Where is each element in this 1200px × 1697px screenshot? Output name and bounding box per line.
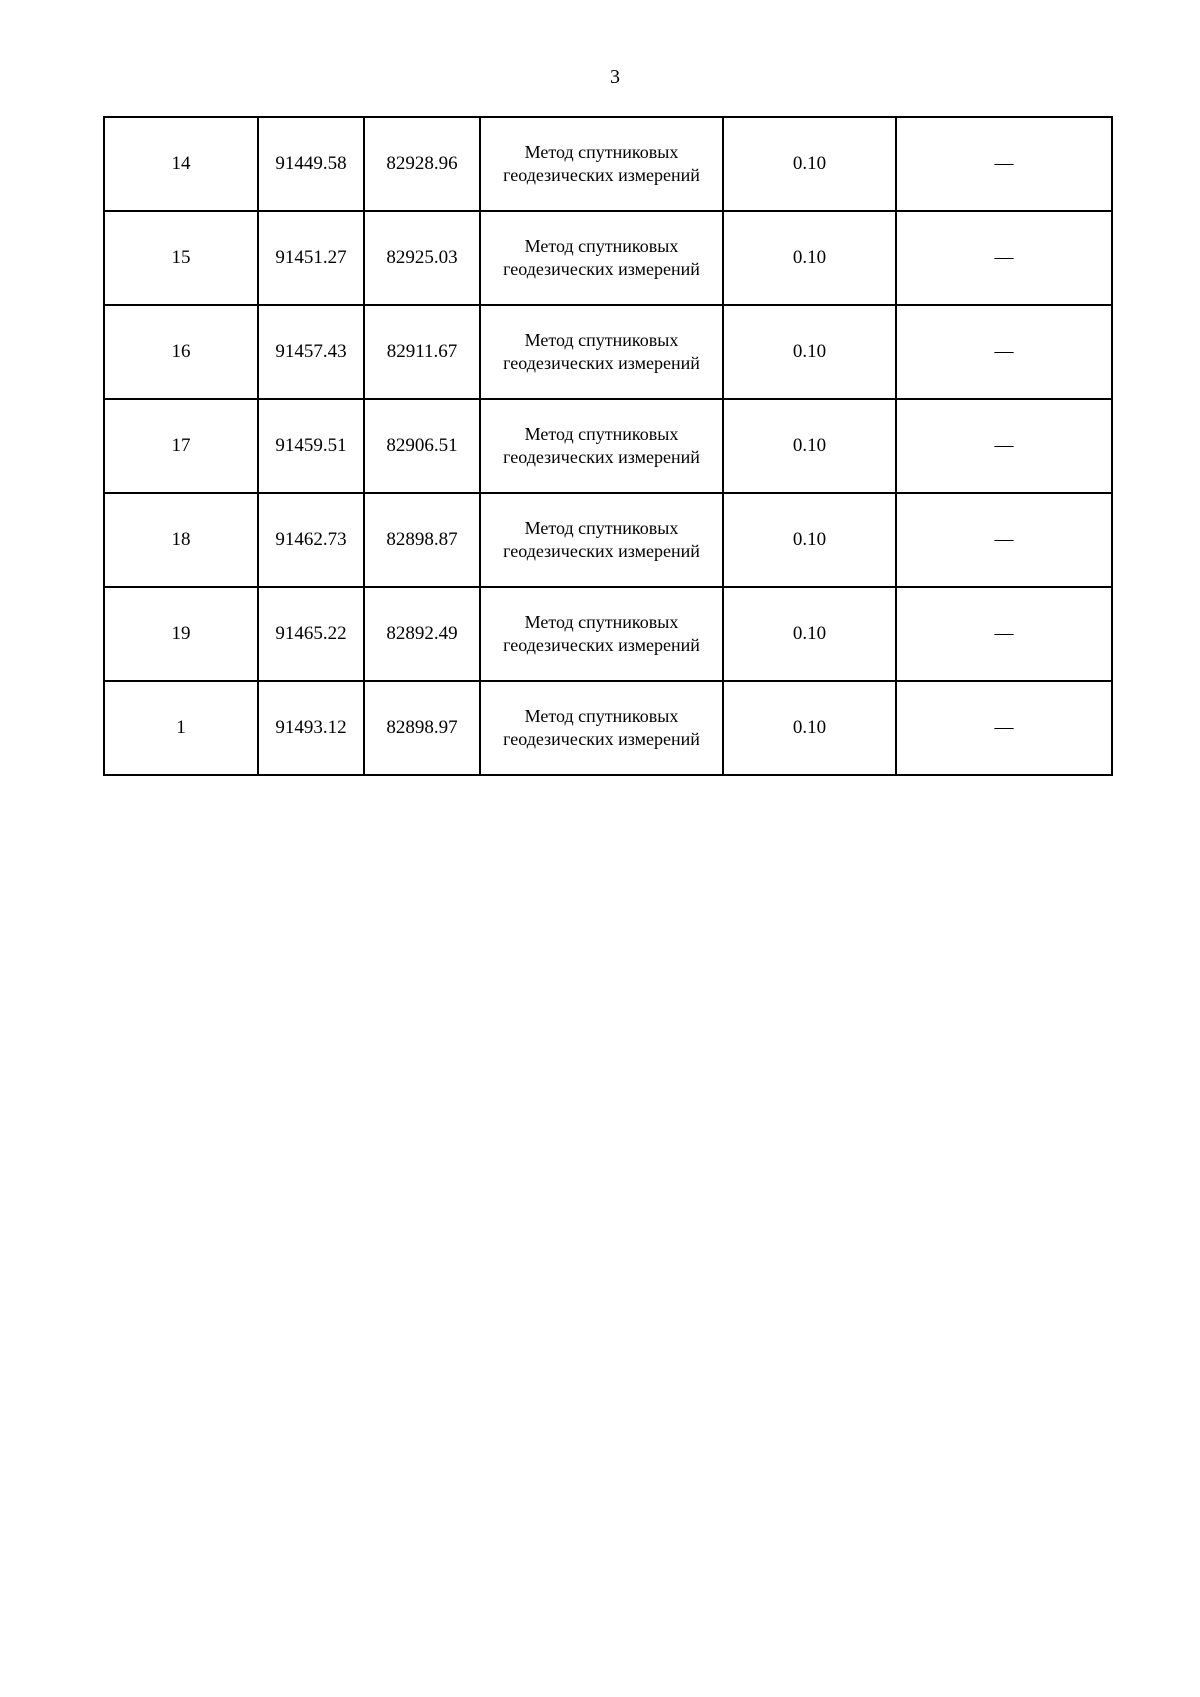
point-number-cell: 1 (104, 681, 258, 775)
method-line-1: Метод спутниковых (524, 330, 679, 350)
x-coordinate-cell: 91465.22 (258, 587, 364, 681)
description-cell: — (896, 493, 1112, 587)
point-number-cell: 17 (104, 399, 258, 493)
method-line-1: Метод спутниковых (524, 518, 679, 538)
page-number: 3 (610, 66, 620, 88)
point-number-cell: 14 (104, 117, 258, 211)
method-cell (480, 117, 723, 211)
x-coordinate-cell: 91449.58 (258, 117, 364, 211)
method-cell (480, 211, 723, 305)
y-coordinate-cell: 82898.87 (364, 493, 480, 587)
accuracy-cell: 0.10 (723, 305, 896, 399)
method-line-1: Метод спутниковых (524, 142, 679, 162)
method-line-1: Метод спутниковых (524, 706, 679, 726)
method-cell (480, 493, 723, 587)
x-coordinate-cell: 91459.51 (258, 399, 364, 493)
method-cell (480, 587, 723, 681)
x-coordinate-cell: 91457.43 (258, 305, 364, 399)
description-cell: — (896, 117, 1112, 211)
method-line-2: геодезических измерений (503, 729, 700, 749)
table-row (104, 681, 1112, 775)
method-line-1: Метод спутниковых (524, 612, 679, 632)
description-cell: — (896, 587, 1112, 681)
point-number-cell: 16 (104, 305, 258, 399)
table-row (104, 211, 1112, 305)
description-cell: — (896, 681, 1112, 775)
method-line-2: геодезических измерений (503, 259, 700, 279)
point-number-cell: 19 (104, 587, 258, 681)
method-line-2: геодезических измерений (503, 635, 700, 655)
method-line-2: геодезических измерений (503, 447, 700, 467)
y-coordinate-cell: 82925.03 (364, 211, 480, 305)
table-row (104, 399, 1112, 493)
method-line-2: геодезических измерений (503, 353, 700, 373)
x-coordinate-cell: 91462.73 (258, 493, 364, 587)
table-row (104, 493, 1112, 587)
point-number-cell: 15 (104, 211, 258, 305)
coordinates-table (103, 116, 1113, 776)
accuracy-cell: 0.10 (723, 493, 896, 587)
accuracy-cell: 0.10 (723, 399, 896, 493)
x-coordinate-cell: 91493.12 (258, 681, 364, 775)
point-number-cell: 18 (104, 493, 258, 587)
description-cell: — (896, 211, 1112, 305)
accuracy-cell: 0.10 (723, 681, 896, 775)
method-cell (480, 305, 723, 399)
method-line-2: геодезических измерений (503, 165, 700, 185)
x-coordinate-cell: 91451.27 (258, 211, 364, 305)
description-cell: — (896, 399, 1112, 493)
method-line-1: Метод спутниковых (524, 236, 679, 256)
y-coordinate-cell: 82911.67 (364, 305, 480, 399)
table-row (104, 305, 1112, 399)
table-row (104, 587, 1112, 681)
method-line-1: Метод спутниковых (524, 424, 679, 444)
description-cell: — (896, 305, 1112, 399)
method-cell (480, 681, 723, 775)
y-coordinate-cell: 82928.96 (364, 117, 480, 211)
table-row (104, 117, 1112, 211)
y-coordinate-cell: 82906.51 (364, 399, 480, 493)
y-coordinate-cell: 82898.97 (364, 681, 480, 775)
accuracy-cell: 0.10 (723, 211, 896, 305)
accuracy-cell: 0.10 (723, 587, 896, 681)
method-cell (480, 399, 723, 493)
accuracy-cell: 0.10 (723, 117, 896, 211)
y-coordinate-cell: 82892.49 (364, 587, 480, 681)
method-line-2: геодезических измерений (503, 541, 700, 561)
